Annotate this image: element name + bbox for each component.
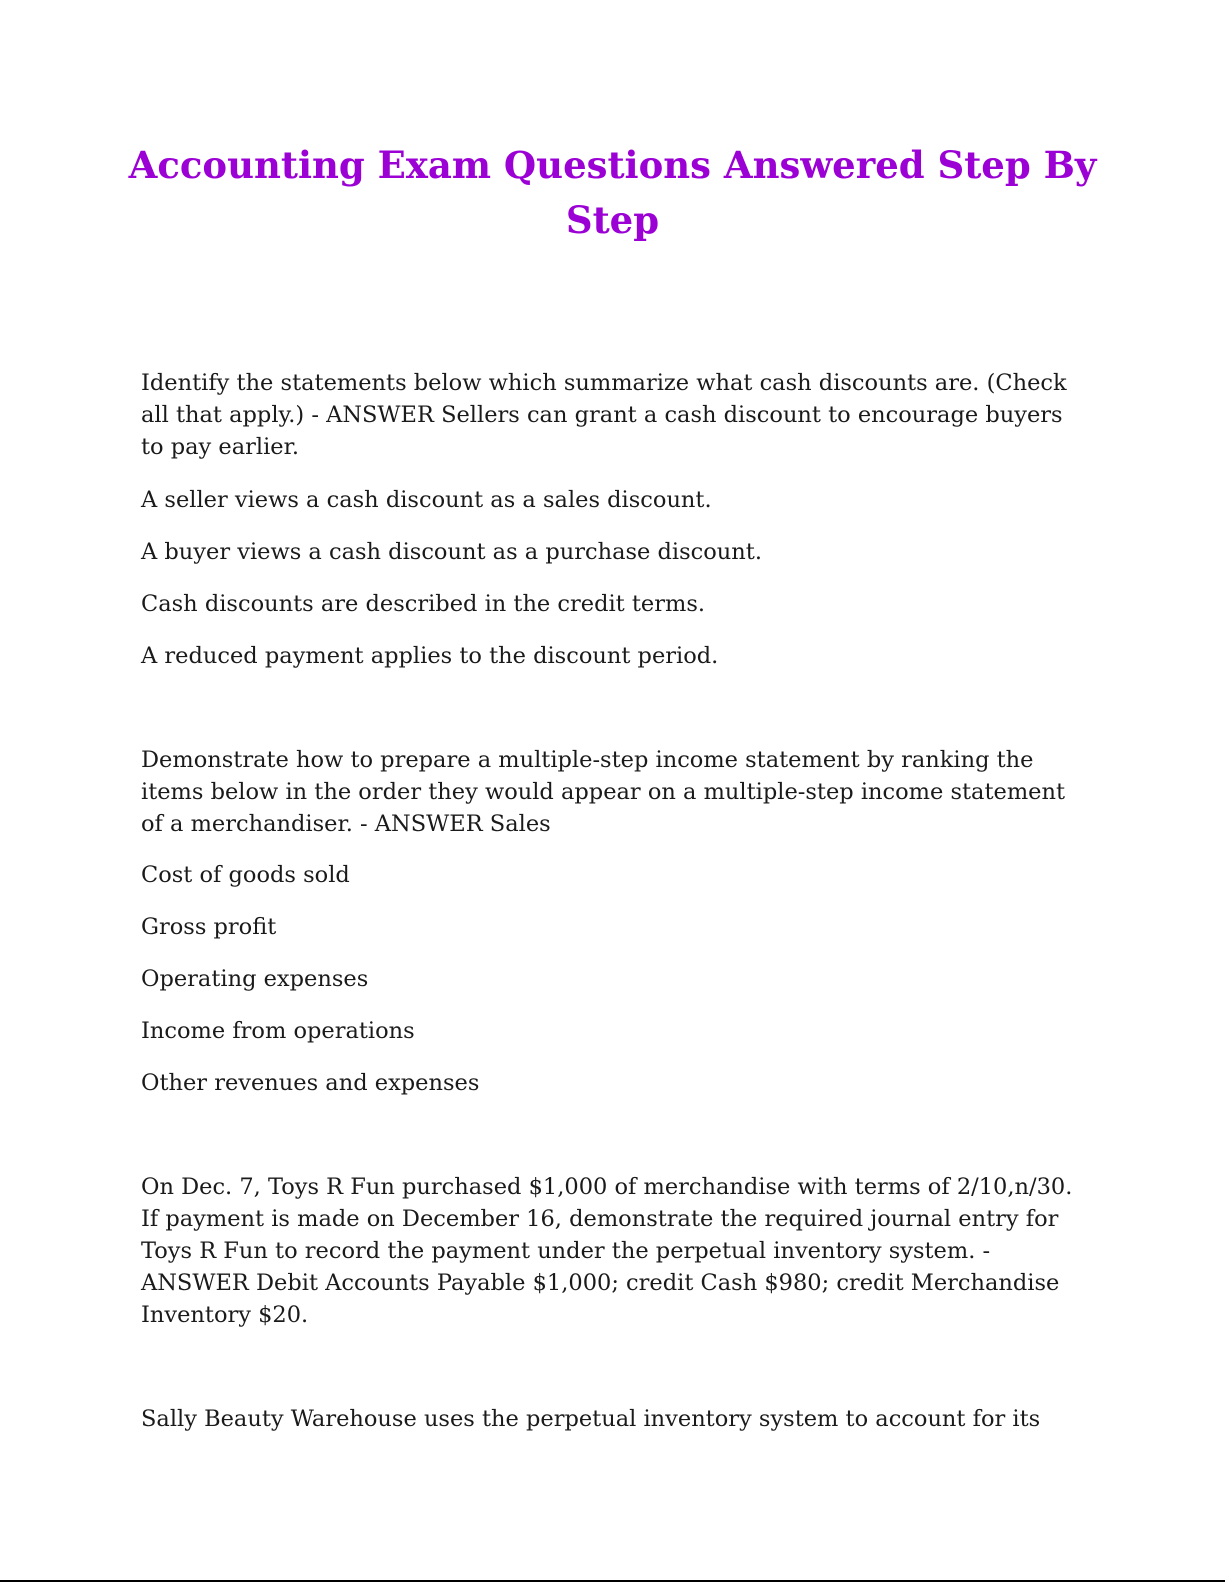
question-2-answer-3: Operating expenses: [141, 966, 369, 992]
document-title: Accounting Exam Questions Answered Step By Step: [128, 143, 1097, 242]
question-2-answer-2: Gross profit: [141, 914, 277, 940]
question-1-answer-3: Cash discounts are described in the credit terms.: [141, 591, 706, 617]
question-2-answer-4: Income from operations: [141, 1018, 415, 1044]
question-1-text: Identify the statements below which summarize what cash discounts are. (Check all that apply.) - ANSWER Sellers can grant a cash discount to encourage buyers to pay earlier.: [141, 370, 1067, 460]
question-2-answer-5: Other revenues and expenses: [141, 1070, 480, 1096]
question-1-answer-2: A buyer views a cash discount as a purchase discount.: [141, 539, 762, 565]
question-2-text: Demonstrate how to prepare a multiple-step income statement by ranking the items below in the order they would appear on a multiple-step income statement of a merchandiser. - ANSWER Sales: [141, 747, 1066, 837]
page-bottom-border: [0, 1580, 1225, 1582]
question-1-answer-1: A seller views a cash discount as a sales discount.: [141, 487, 712, 513]
question-1-answer-4: A reduced payment applies to the discount period.: [141, 643, 719, 669]
question-2-answer-1: Cost of goods sold: [141, 862, 350, 888]
question-3-text: On Dec. 7, Toys R Fun purchased $1,000 of merchandise with terms of 2/10,n/30. If payment is made on December 16, demonstrate the required journal entry for Toys R Fun to record the payment under the perpetual inventory system. - ANSWER Debit Accounts Payable $1,000; credit Cash $980; credit Merchandise Inventory $20.: [141, 1174, 1073, 1328]
question-4-text: Sally Beauty Warehouse uses the perpetual inventory system to account for its: [141, 1406, 1041, 1432]
